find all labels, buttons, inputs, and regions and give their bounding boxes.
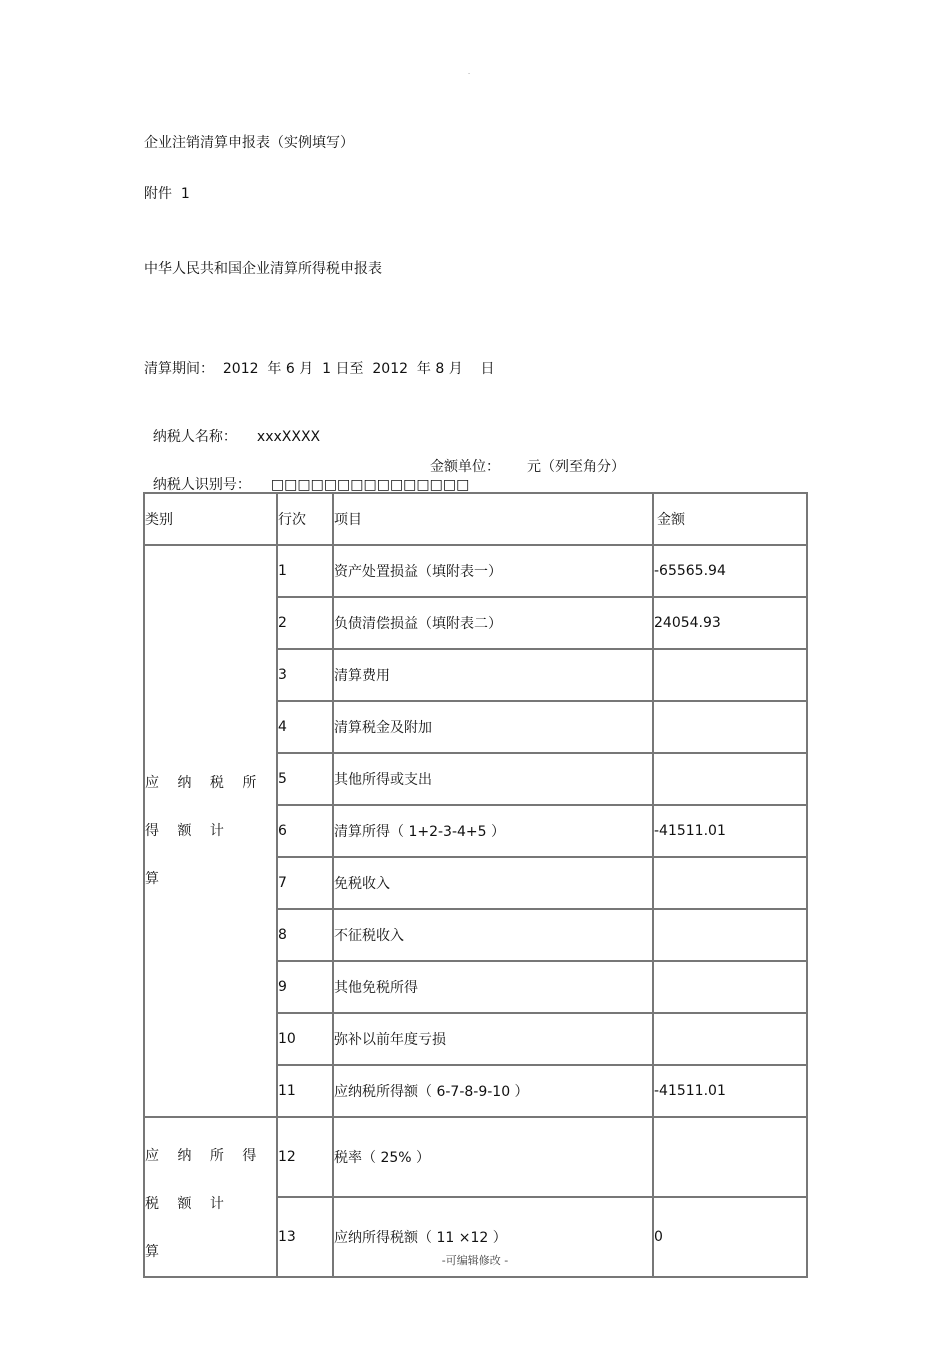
row-number: 8: [278, 910, 334, 962]
taxpayer-name-value: xxxXXXX: [256, 429, 321, 445]
row-amount: [654, 702, 808, 754]
header-item: 项目: [334, 494, 654, 546]
table-header-row: [145, 494, 808, 546]
row-item: 负债清偿损益（填附表二）: [334, 598, 654, 650]
row-number: 12: [278, 1118, 334, 1198]
row-number: 13: [278, 1198, 334, 1278]
row-item: 清算费用: [334, 650, 654, 702]
row-item: 其他所得或支出: [334, 754, 654, 806]
liquidation-period: 清算期间： 2012 年 6 月 1 日至 2012 年 8 月 日: [144, 361, 495, 377]
row-amount: -65565.94: [654, 546, 808, 598]
row-number: 5: [278, 754, 334, 806]
taxpayer-id-boxes: □□□□□□□□□□□□□□□: [270, 477, 470, 493]
table-row: [145, 546, 808, 598]
row-item: 应纳税所得额（ 6-7-8-9-10 ）: [334, 1066, 654, 1118]
taxpayer-name-label: 纳税人名称：: [152, 429, 237, 445]
category-taxable-income-line1: 应 纳 税 所 得 额 计: [145, 775, 264, 839]
row-item: 免税收入: [334, 858, 654, 910]
category-taxable-income: [145, 546, 278, 1118]
header-line-no: 行次: [278, 494, 334, 546]
row-amount: [654, 910, 808, 962]
category-tax-payable-line1: 应 纳 所 得 税 额 计: [145, 1148, 264, 1212]
row-number: 1: [278, 546, 334, 598]
row-number: 4: [278, 702, 334, 754]
row-amount: 24054.93: [654, 598, 808, 650]
header-amount: 金额: [654, 494, 808, 546]
row-item: 清算税金及附加: [334, 702, 654, 754]
row-number: 6: [278, 806, 334, 858]
table-row: [145, 1118, 808, 1198]
row-number: 10: [278, 1014, 334, 1066]
row-number: 7: [278, 858, 334, 910]
liquidation-tax-table: [143, 492, 808, 1278]
form-title: 中华人民共和国企业清算所得税申报表: [144, 261, 382, 277]
row-amount: [654, 754, 808, 806]
row-amount: [654, 858, 808, 910]
taxpayer-id-label: 纳税人识别号：: [152, 477, 251, 493]
row-item: 资产处置损益（填附表一）: [334, 546, 654, 598]
row-item: 其他免税所得: [334, 962, 654, 1014]
row-number: 9: [278, 962, 334, 1014]
row-item: 清算所得（ 1+2-3-4+5 ）: [334, 806, 654, 858]
row-amount: [654, 650, 808, 702]
page-top-mark: -: [468, 70, 471, 77]
row-number: 11: [278, 1066, 334, 1118]
row-amount: [654, 1118, 808, 1198]
row-amount: -41511.01: [654, 1066, 808, 1118]
row-amount: [654, 962, 808, 1014]
attachment-label: 附件 1: [144, 186, 190, 202]
taxpayer-name-row: [144, 410, 320, 446]
category-taxable-income-line2: 算: [145, 871, 159, 887]
header-category: 类别: [145, 494, 278, 546]
row-amount: 0: [654, 1198, 808, 1278]
taxpayer-id-row: [144, 458, 469, 494]
page-footer: -可编辑修改 -: [441, 1254, 509, 1267]
row-item: 应纳所得税额（ 11 ×12 ）: [334, 1198, 654, 1278]
document-title: 企业注销清算申报表（实例填写）: [144, 135, 354, 151]
row-item: 弥补以前年度亏损: [334, 1014, 654, 1066]
amount-unit-value: 元（列至角分）: [527, 459, 625, 475]
category-tax-payable-line2: 算: [145, 1244, 159, 1260]
row-amount: [654, 1014, 808, 1066]
row-item: 税率（ 25% ）: [334, 1118, 654, 1198]
amount-unit-label: 金额单位：: [430, 459, 500, 475]
row-number: 3: [278, 650, 334, 702]
row-amount: -41511.01: [654, 806, 808, 858]
row-number: 2: [278, 598, 334, 650]
row-item: 不征税收入: [334, 910, 654, 962]
